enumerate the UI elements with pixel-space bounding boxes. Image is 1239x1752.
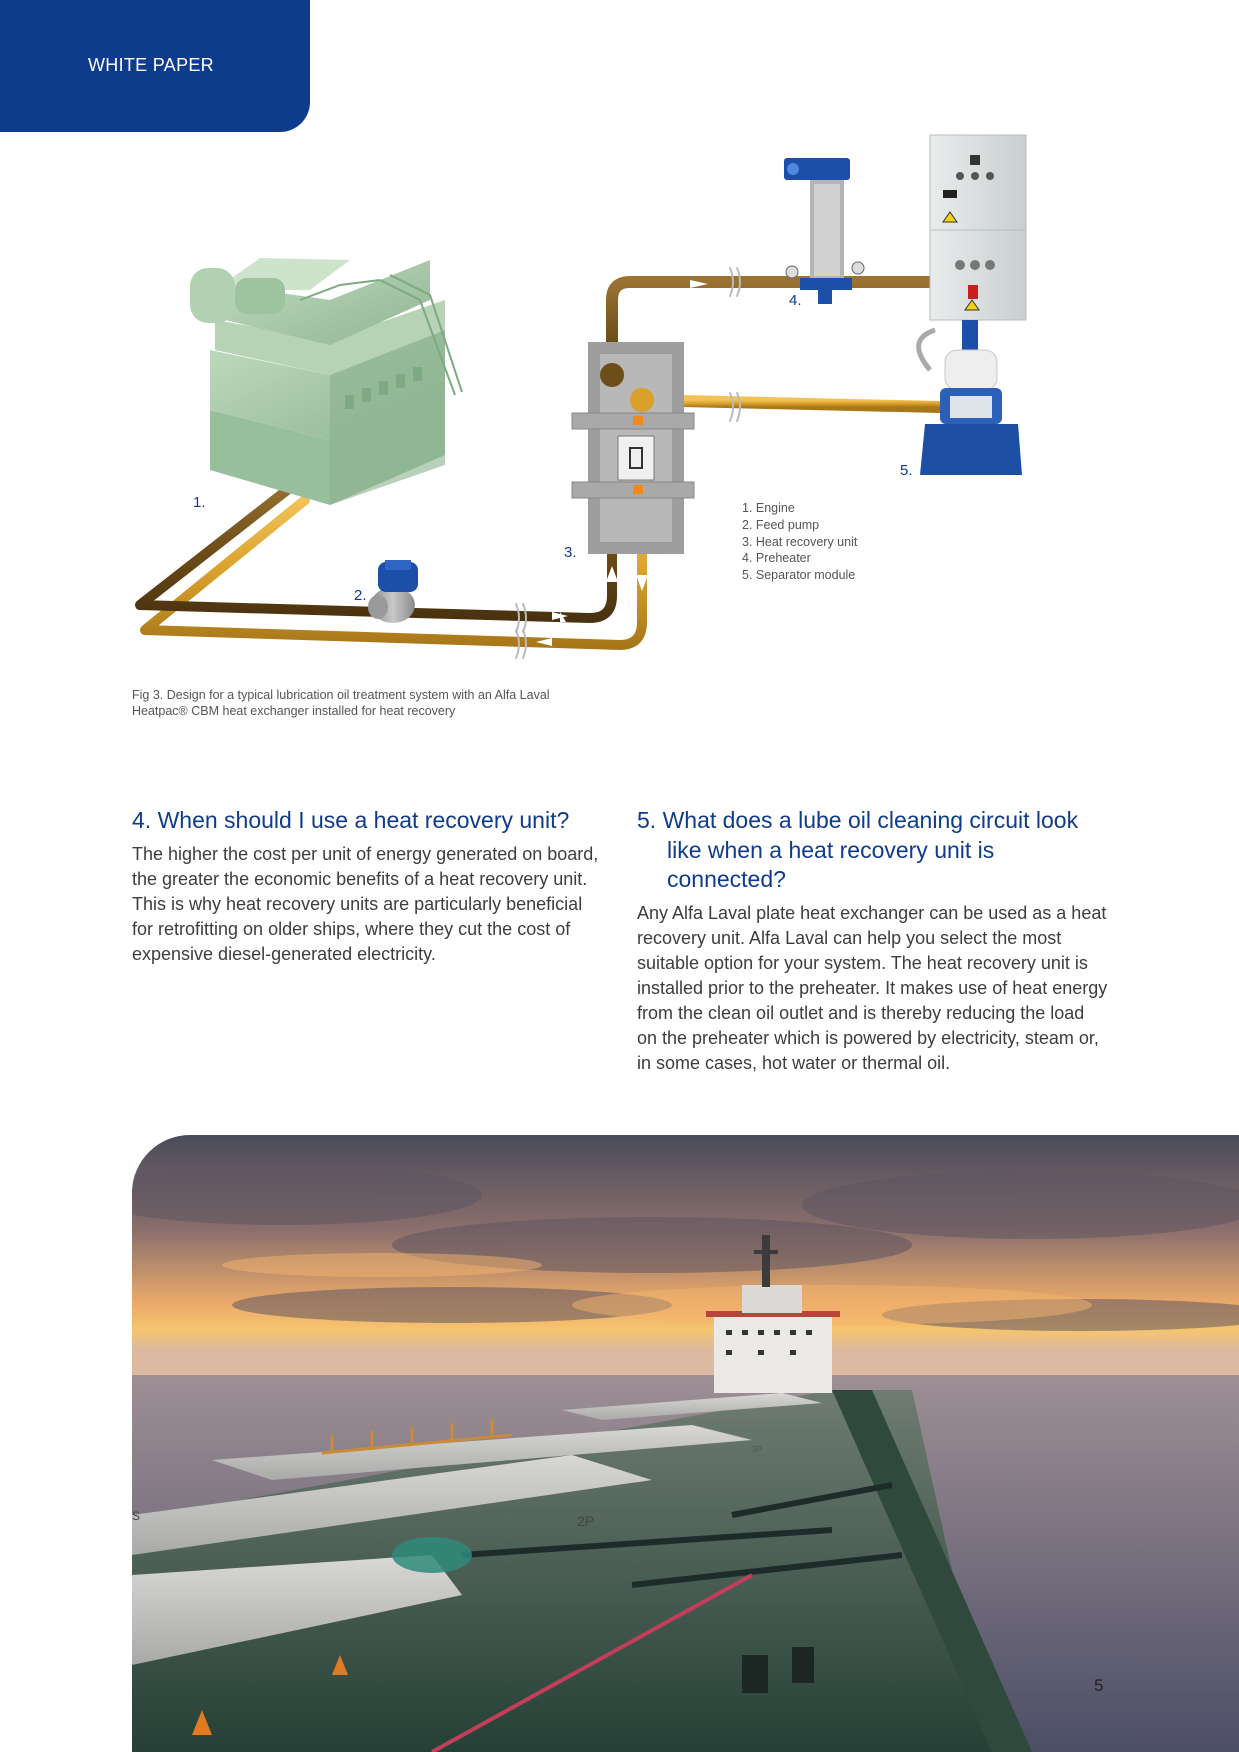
separator-module-illustration [919,135,1026,475]
hatch-label-s: S [132,1509,141,1523]
feed-pump-illustration [368,560,418,623]
legend-item: 2. Feed pump [742,517,820,532]
oil-treatment-diagram [0,120,1239,680]
preheater-number-label: 4. [789,292,802,309]
ship-sunset-photo [132,1135,1239,1752]
white-paper-tab [0,0,310,132]
section-5 [637,806,1109,1076]
section-4 [132,806,602,967]
engine-illustration [190,258,462,505]
caption-line: Heatpac® CBM heat exchanger installed for heat recovery [132,704,456,718]
legend-item: 4. Preheater [742,551,811,566]
legend-item: 3. Heat recovery unit [742,534,858,549]
heat-recovery-number-label: 3. [564,544,577,561]
legend-item: 1. Engine [742,501,795,515]
legend-item: 5. Separator module [742,568,856,583]
heat-recovery-unit-illustration [572,342,694,554]
page-number: 5 [1094,1676,1104,1695]
figure-caption [132,687,572,719]
hatch-label-2p: 2P [577,1513,595,1529]
feed-pump-number-label: 2. [354,587,367,604]
engine-number-label: 1. [193,494,206,511]
separator-number-label: 5. [900,462,913,479]
white-paper-label: WHITE PAPER [88,55,214,75]
ship-photo-illustration [132,1135,1239,1752]
section-4-body: The higher the cost per unit of energy generated on board, the greater the economic benefits of a heat recovery unit. This is why heat recovery units are particularly beneficial for retrofitting on older ships, where they cut the cost of expensive diesel-generated electricity. [132,843,599,964]
section-5-heading: 5. What does a lube oil cleaning circuit look like when a heat recovery unit is connected? [637,807,1079,892]
caption-line: Fig 3. Design for a typical lubrication oil treatment system with an Alfa Laval [132,688,550,702]
section-4-heading: 4. When should I use a heat recovery unit? [132,807,570,833]
section-5-body: Any Alfa Laval plate heat exchanger can be used as a heat recovery unit. Alfa Laval can help you select the most suitable option for your system. The heat recovery unit is installed prior to the preheater. It makes use of heat energy from the clean oil outlet and is thereby reducing the load on the preheater which is powered by electricity, steam or, in some cases, hot water or thermal oil. [637,902,1108,1073]
hatch-label-3p: 3P [752,1445,762,1454]
figure-legend [742,500,857,584]
